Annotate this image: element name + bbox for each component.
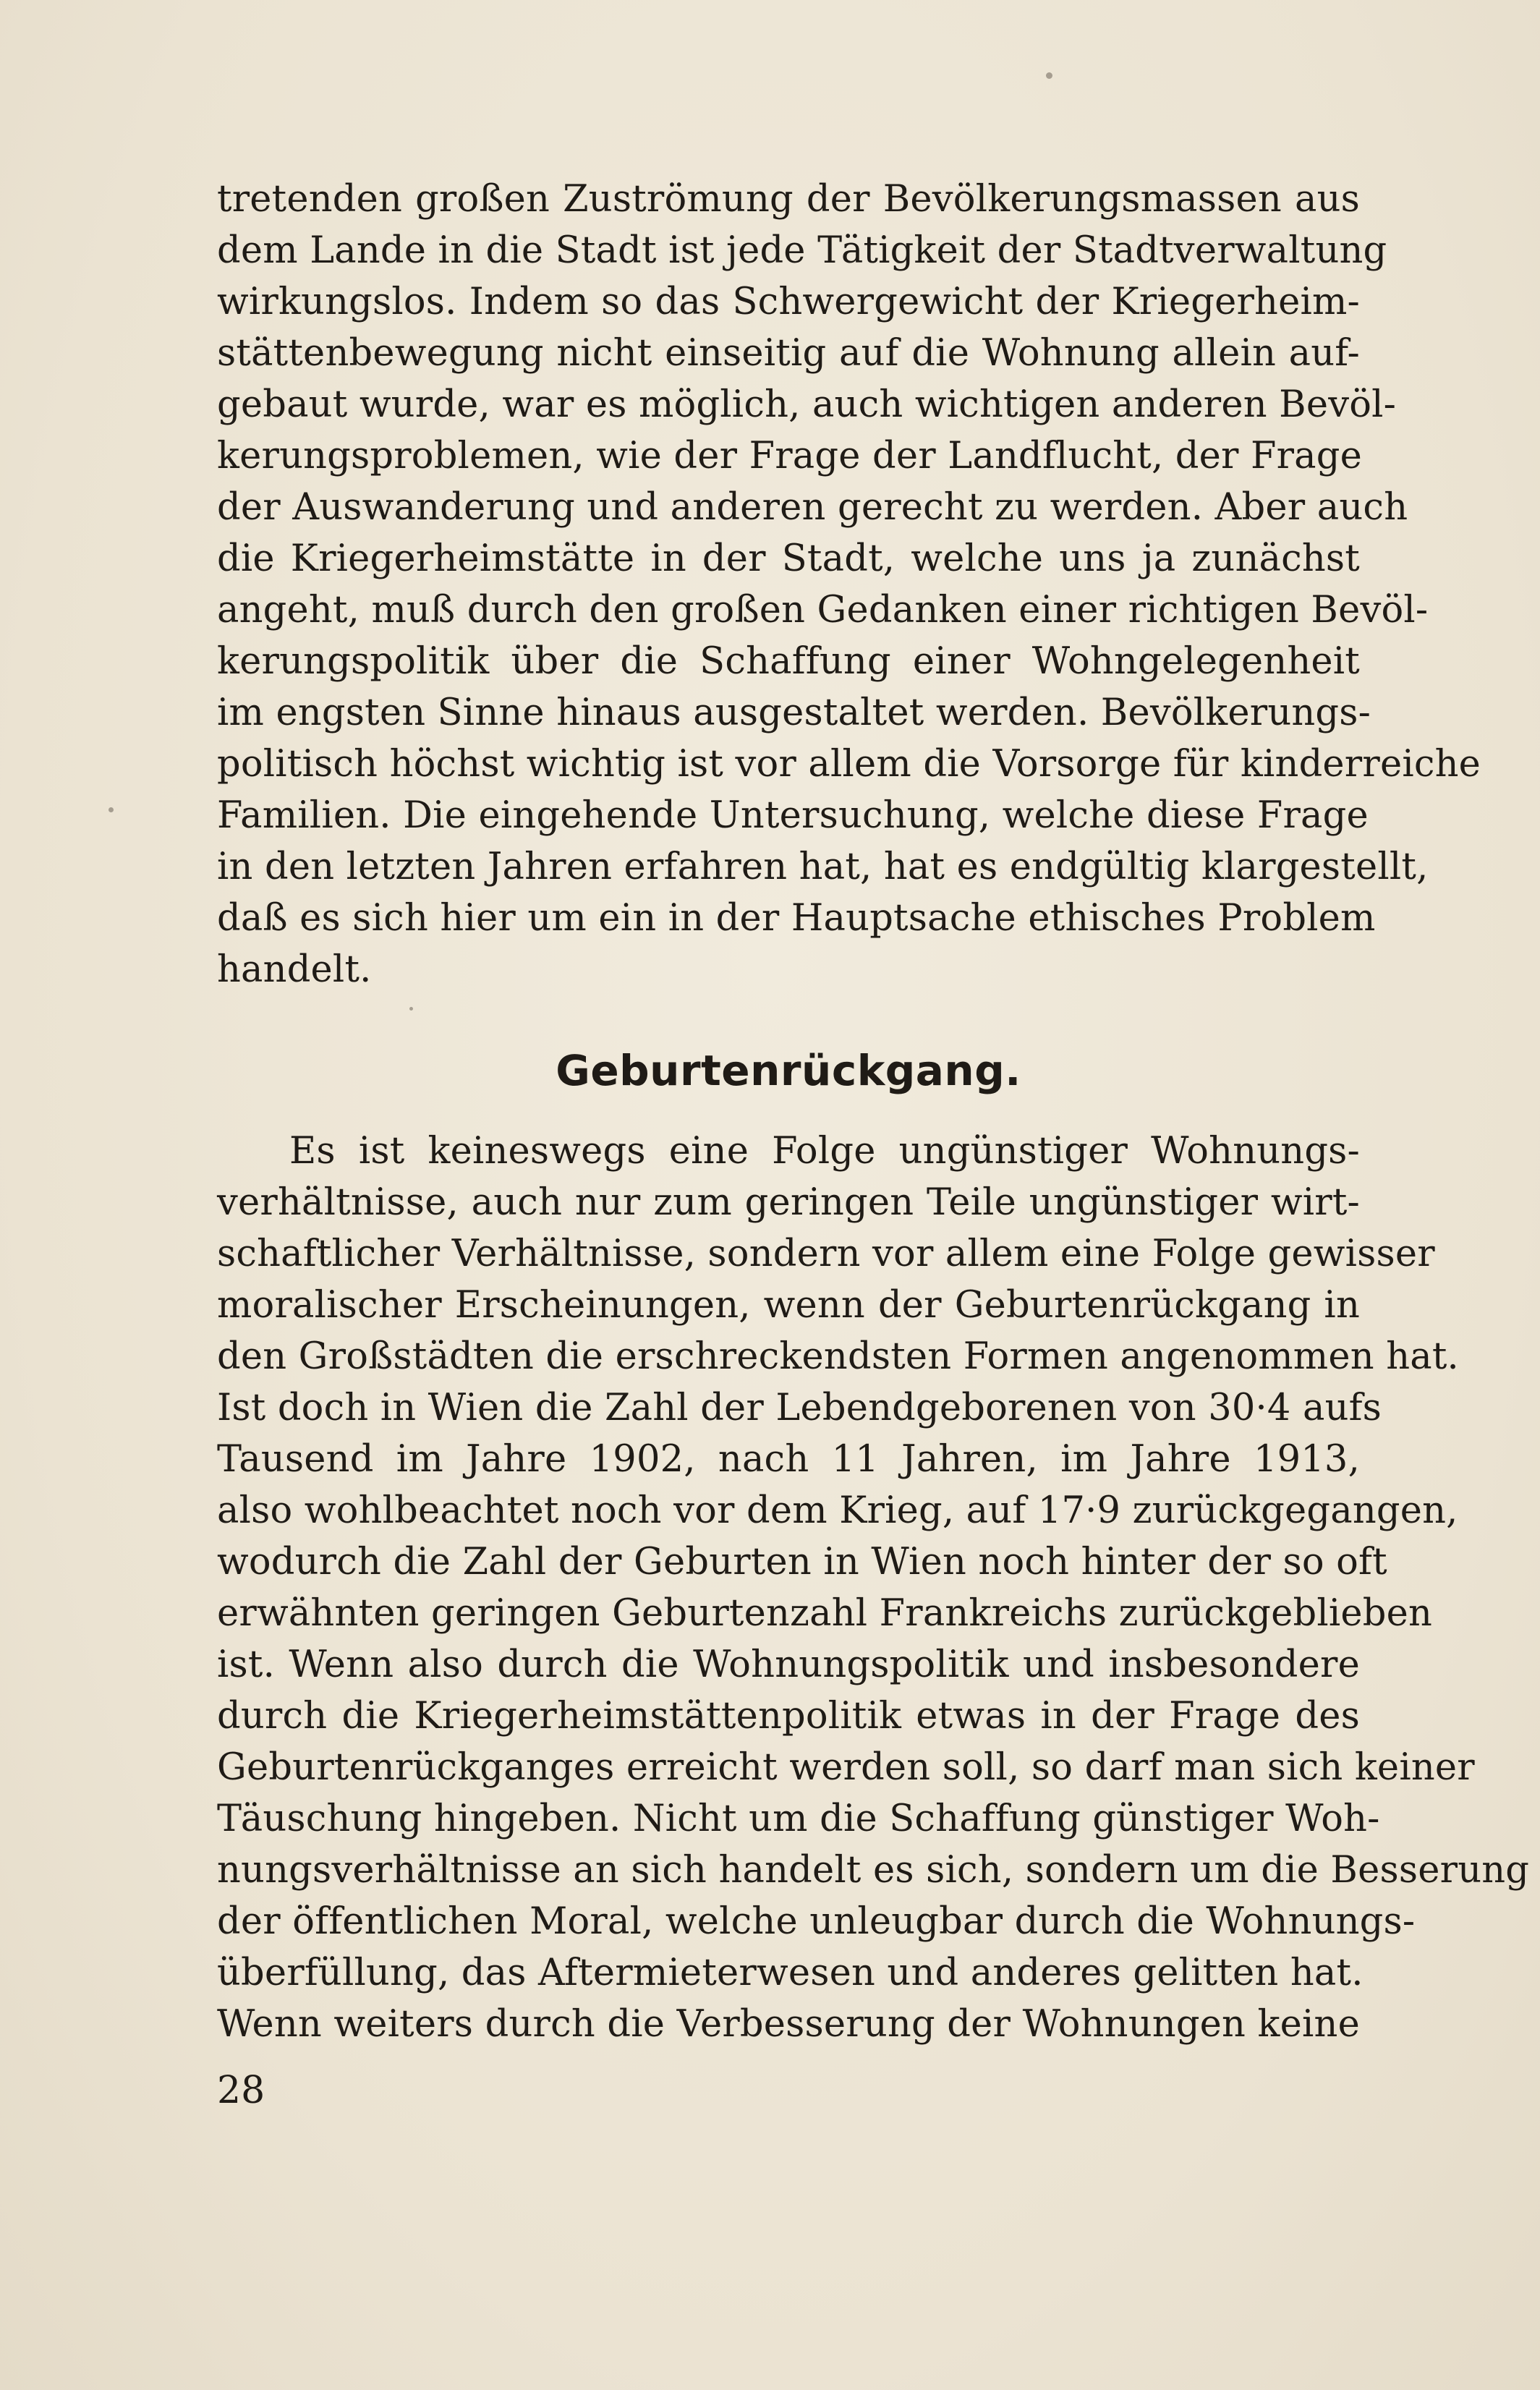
- text-line: stättenbewegung nicht einseitig auf die Wohnung allein auf-: [217, 332, 1360, 375]
- text-line: dem Lande in die Stadt ist jede Tätigkeit der Stadtverwaltung: [217, 229, 1387, 272]
- text-line: schaftlicher Verhältnisse, sondern vor allem eine Folge gewisser: [217, 1233, 1435, 1275]
- text-line: angeht, muß durch den großen Gedanken einer richtigen Bevöl-: [217, 589, 1429, 631]
- page-number: 28: [217, 2069, 265, 2112]
- text-line: Wenn weiters durch die Verbesserung der Wohnungen keine: [217, 2003, 1360, 2046]
- text-line: die Kriegerheimstätte in der Stadt, welche uns ja zunächst: [217, 537, 1360, 580]
- text-line: der Auswanderung und anderen gerecht zu werden. Aber auch: [217, 486, 1408, 529]
- text-line: erwähnten geringen Geburtenzahl Frankreichs zurückgeblieben: [217, 1592, 1433, 1635]
- text-line: gebaut wurde, war es möglich, auch wichtigen anderen Bevöl-: [217, 383, 1397, 426]
- text-line: in den letzten Jahren erfahren hat, hat es endgültig klargestellt,: [217, 846, 1429, 888]
- text-line: Ist doch in Wien die Zahl der Lebendgeborenen von 30·4 aufs: [217, 1387, 1382, 1429]
- paragraph-1: [217, 174, 1481, 995]
- paper-speck: [1046, 72, 1052, 79]
- text-line: wirkungslos. Indem so das Schwergewicht der Kriegerheim-: [217, 281, 1360, 323]
- section-heading: Geburtenrückgang.: [556, 1046, 1021, 1095]
- text-line: tretenden großen Zuströmung der Bevölkerungsmassen aus: [217, 178, 1360, 221]
- text-line: Familien. Die eingehende Untersuchung, welche diese Frage: [217, 794, 1369, 837]
- text-line: daß es sich hier um ein in der Hauptsache ethisches Problem: [217, 897, 1376, 940]
- paper-speck: [409, 1007, 413, 1011]
- text-line: Geburtenrückganges erreicht werden soll, so darf man sich keiner: [217, 1746, 1475, 1789]
- text-line: im engsten Sinne hinaus ausgestaltet werden. Bevölkerungs-: [217, 692, 1371, 734]
- text-line: ist. Wenn also durch die Wohnungspolitik und insbesondere: [217, 1643, 1360, 1686]
- text-line: politisch höchst wichtig ist vor allem die Vorsorge für kinderreiche: [217, 743, 1481, 786]
- text-line: überfüllung, das Aftermieterwesen und anderes gelitten hat.: [217, 1952, 1364, 1994]
- text-line: nungsverhältnisse an sich handelt es sich, sondern um die Besserung: [217, 1849, 1530, 1892]
- text-line: wodurch die Zahl der Geburten in Wien noch hinter der so oft: [217, 1541, 1387, 1583]
- text-line: Tausend im Jahre 1902, nach 11 Jahren, im Jahre 1913,: [217, 1438, 1360, 1481]
- text-line: Täuschung hingeben. Nicht um die Schaffung günstiger Woh-: [217, 1798, 1380, 1840]
- text-line: kerungspolitik über die Schaffung einer Wohngelegenheit: [217, 640, 1360, 683]
- text-line: Es ist keineswegs eine Folge ungünstiger Wohnungs-: [289, 1130, 1360, 1173]
- text-line: moralischer Erscheinungen, wenn der Geburtenrückgang in: [217, 1284, 1360, 1327]
- text-line: handelt.: [217, 948, 372, 991]
- text-line: den Großstädten die erschreckendsten Formen angenommen hat.: [217, 1335, 1459, 1378]
- text-line: durch die Kriegerheimstättenpolitik etwas in der Frage des: [217, 1695, 1360, 1738]
- text-line: also wohlbeachtet noch vor dem Krieg, auf 17·9 zurückgegangen,: [217, 1489, 1458, 1532]
- text-line: kerungsproblemen, wie der Frage der Landflucht, der Frage: [217, 435, 1363, 477]
- text-line: der öffentlichen Moral, welche unleugbar durch die Wohnungs-: [217, 1900, 1416, 1943]
- text-line: verhältnisse, auch nur zum geringen Teile ungünstiger wirt-: [217, 1181, 1360, 1224]
- paper-speck: [109, 807, 114, 812]
- paragraph-2: [217, 1126, 1530, 2050]
